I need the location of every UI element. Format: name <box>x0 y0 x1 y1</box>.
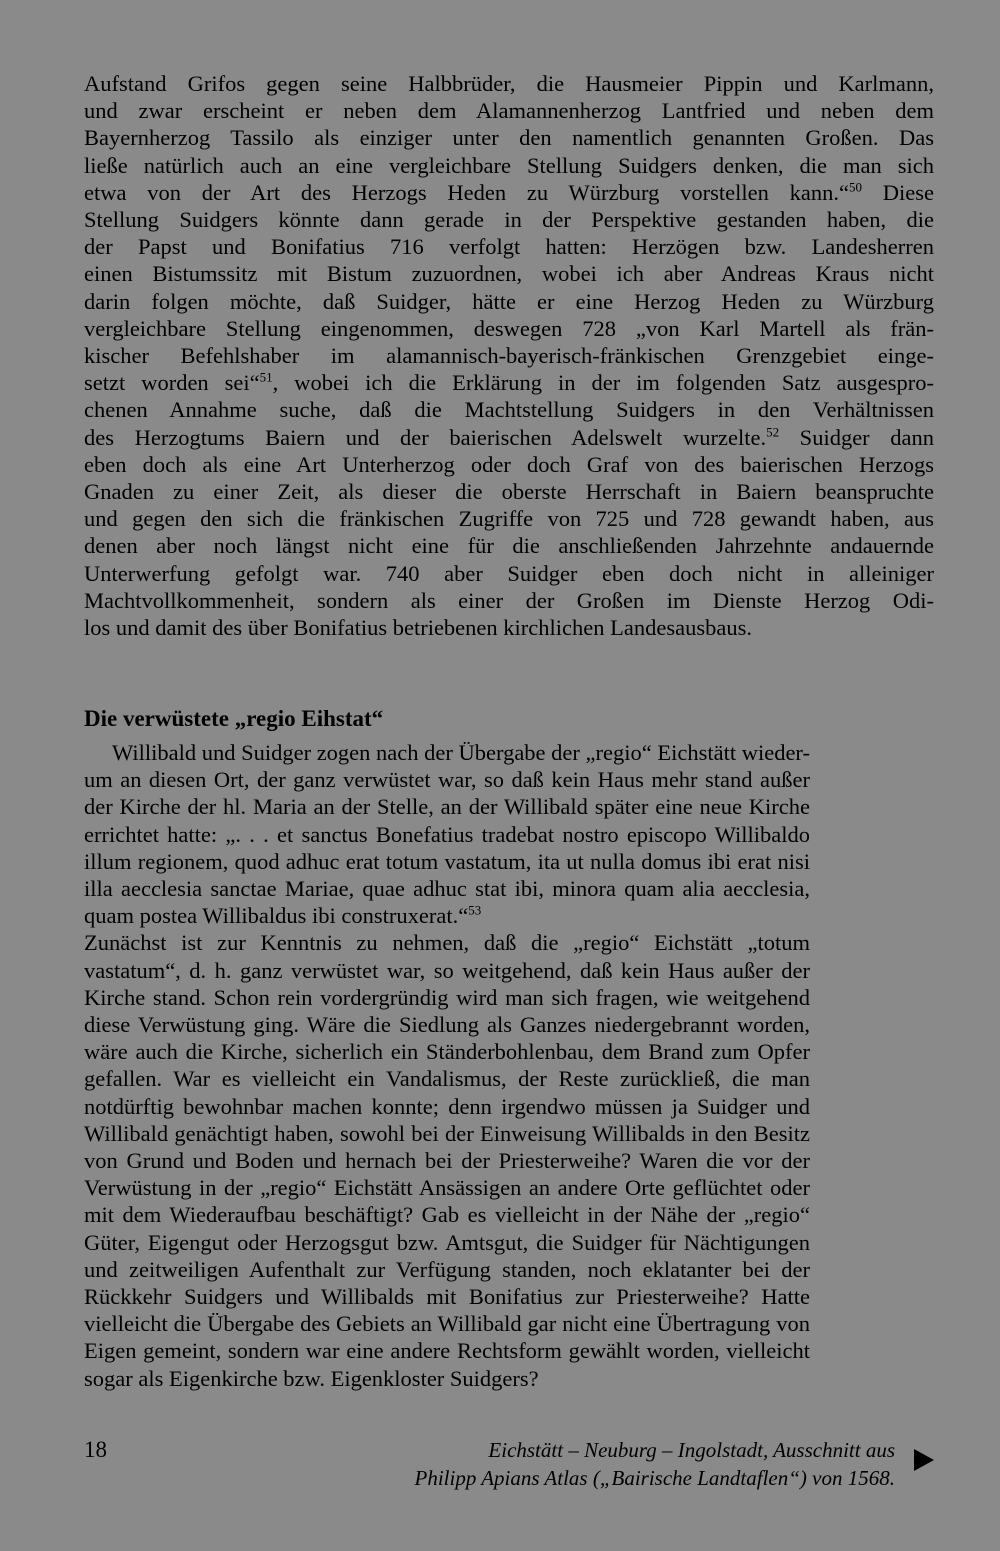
text-line: Rückkehr Suidgers und Willibalds mit Bonifatius zur Priesterweihe? Hatte <box>84 1284 810 1310</box>
text-line: vastatum“, d. h. ganz verwüstet war, so weitgehend, daß kein Haus außer der <box>84 957 810 983</box>
text-segment: etwa von der Art des Herzogs Heden zu Würzburg vorstellen kann.“ <box>84 179 849 205</box>
text-line: mit dem Wiederaufbau beschäftigt? Gab es vielleicht in der Nähe der „regio“ <box>84 1202 810 1228</box>
text-line: Bayernherzog Tassilo als einziger unter den namentlich genannten Großen. Das <box>84 125 934 151</box>
text-line: Unterwerfung gefolgt war. 740 aber Suidger eben doch nicht in alleiniger <box>84 560 934 586</box>
text-line: errichtet hatte: „. . . et sanctus Bonefatius tradebat nostro episcopo Willibaldo <box>84 821 810 847</box>
text-segment: Suidger dann <box>779 424 935 450</box>
text-line: Eigen gemeint, sondern war eine andere Rechtsform gewählt worden, vielleicht <box>84 1338 810 1364</box>
text-line: denen aber noch längst nicht eine für die anschließenden Jahrzehnte andauernde <box>84 533 934 559</box>
text-line: Willibald und Suidger zogen nach der Übergabe der „regio“ Eichstätt wieder- <box>112 740 810 765</box>
text-line <box>84 902 810 929</box>
page-number: 18 <box>84 1437 107 1462</box>
footnote-ref: 53 <box>468 902 482 918</box>
text-segment: Diese <box>861 179 934 205</box>
text-line: kischer Befehlshaber im alamannisch-bayerisch-fränkischen Grenzgebiet einge- <box>84 343 934 369</box>
text-line <box>84 179 934 206</box>
text-line: wäre auch die Kirche, sicherlich ein Ständerbohlenbau, dem Brand zum Opfer <box>84 1039 810 1065</box>
text-line: und zeitweiligen Aufenthalt zur Verfügung standen, noch eklatanter bei der <box>84 1256 810 1282</box>
text-line: gefallen. War es vielleicht ein Vandalismus, der Reste zurückließ, die man <box>84 1066 810 1092</box>
text-line: los und damit des über Bonifatius betriebenen kirchlichen Landesausbaus. <box>84 615 752 641</box>
text-line: illa aecclesia sanctae Mariae, quae adhuc stat ibi, minora quam alia aecclesia, <box>84 876 810 902</box>
text-line: darin folgen möchte, daß Suidger, hätte er eine Herzog Heden zu Würzburg <box>84 288 934 314</box>
text-line: um an diesen Ort, der ganz verwüstet war, so daß kein Haus mehr stand außer <box>84 767 810 793</box>
paragraph-1 <box>84 70 934 641</box>
text-segment: , wobei ich die Erklärung in der im folgenden Satz ausgespro- <box>272 370 934 396</box>
text-line: der Papst und Bonifatius 716 verfolgt hatten: Herzögen bzw. Landesherren <box>84 234 934 260</box>
footnote-ref: 51 <box>259 369 273 385</box>
text-line: Gnaden zu einer Zeit, als dieser die oberste Herrschaft in Baiern beanspruchte <box>84 479 934 505</box>
page-body <box>84 70 935 1391</box>
text-line: der Kirche der hl. Maria an der Stelle, an der Willibald später eine neue Kirche <box>84 794 810 820</box>
text-line: eben doch als eine Art Unterherzog oder doch Graf von des baierischen Herzogs <box>84 451 934 477</box>
caption-line: Philipp Apians Atlas („Bairische Landtaflen“) von 1568. <box>414 1466 895 1490</box>
text-line: Kirche stand. Schon rein vordergründig wird man sich fragen, wie weitgehend <box>84 984 810 1010</box>
text-line: sogar als Eigenkirche bzw. Eigenkloster Suidgers? <box>84 1365 539 1391</box>
footnote-ref: 50 <box>848 179 862 195</box>
text-line: Zunächst ist zur Kenntnis zu nehmen, daß die „regio“ Eichstätt „totum <box>84 930 810 956</box>
text-line: Willibald genächtigt haben, sowohl bei der Einweisung Willibalds in den Besitz <box>84 1120 810 1146</box>
text-line: vielleicht die Übergabe des Gebiets an Willibald gar nicht eine Übertragung von <box>84 1311 810 1337</box>
text-line: und gegen den sich die fränkischen Zugriffe von 725 und 728 gewandt haben, aus <box>84 506 934 532</box>
figure-caption <box>415 1436 895 1492</box>
text-segment: des Herzogtums Baiern und der baierischen Adelswelt wurzelte. <box>84 424 767 450</box>
caption-line: Eichstätt – Neuburg – Ingolstadt, Ausschnitt aus <box>488 1438 895 1462</box>
text-line <box>84 424 934 451</box>
text-line: chenen Annahme suche, daß die Machtstellung Suidgers in den Verhältnissen <box>84 397 934 423</box>
text-line: illum regionem, quod adhuc erat totum vastatum, ita ut nulla domus ibi erat nisi <box>84 848 810 874</box>
text-line: Stellung Suidgers könnte dann gerade in der Perspektive gestanden haben, die <box>84 207 934 233</box>
footnote-ref: 52 <box>766 424 780 440</box>
text-line: diese Verwüstung ging. Wäre die Siedlung als Ganzes niedergebrannt worden, <box>84 1012 810 1038</box>
text-line: notdürftig bewohnbar machen konnte; denn irgendwo müssen ja Suidger und <box>84 1093 810 1119</box>
text-line <box>84 369 934 396</box>
section-heading: Die verwüstete „regio Eihstat“ <box>84 706 384 731</box>
text-line: vergleichbare Stellung eingenommen, deswegen 728 „von Karl Martell als frän- <box>84 315 934 341</box>
text-segment: setzt worden sei“ <box>84 370 260 396</box>
text-line: Verwüstung in der „regio“ Eichstätt Ansässigen an andere Orte geflüchtet oder <box>84 1175 810 1201</box>
text-line: Güter, Eigengut oder Herzogsgut bzw. Amtsgut, die Suidger für Nächtigungen <box>84 1229 810 1255</box>
text-line: Aufstand Grifos gegen seine Halbbrüder, die Hausmeier Pippin und Karlmann, <box>84 71 934 96</box>
text-line: von Grund und Boden und hernach bei der Priesterweihe? Waren die vor der <box>84 1148 810 1174</box>
paragraph-2 <box>84 739 810 1392</box>
text-segment: quam postea Willibaldus ibi construxerat.“ <box>84 903 469 929</box>
text-line: ließe natürlich auch an eine vergleichbare Stellung Suidgers denken, die man sich <box>84 152 934 178</box>
text-line: und zwar erscheint er neben dem Alamannenherzog Lantfried und neben dem <box>84 98 934 124</box>
play-arrow-right-icon <box>914 1449 934 1471</box>
text-line: Machtvollkommenheit, sondern als einer der Großen im Dienste Herzog Odi- <box>84 587 934 613</box>
text-line: einen Bistumssitz mit Bistum zuzuordnen, wobei ich aber Andreas Kraus nicht <box>84 261 934 287</box>
